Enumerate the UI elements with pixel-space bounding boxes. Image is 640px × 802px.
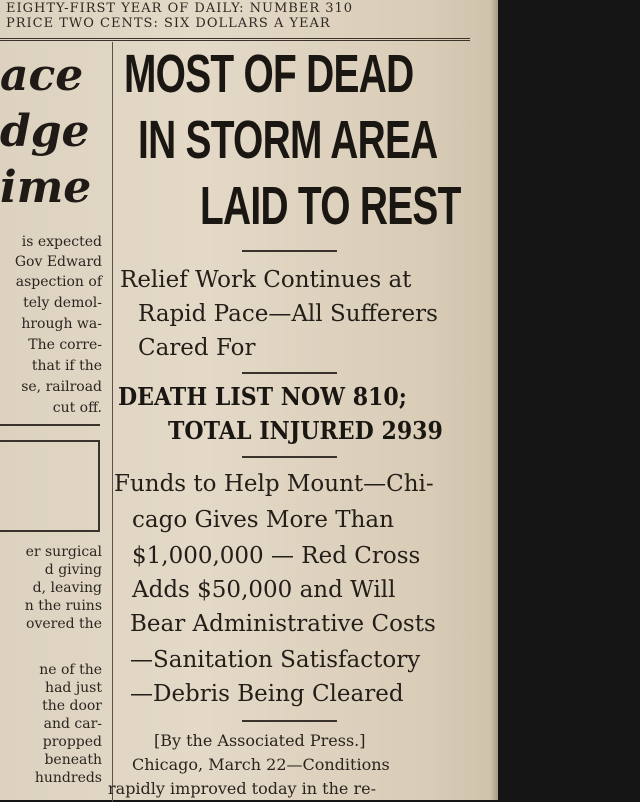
masthead-line-2: PRICE TWO CENTS: SIX DOLLARS A YEAR: [6, 16, 331, 31]
article-body-line: rapidly improved today in the re-: [108, 779, 376, 798]
dark-background: [498, 0, 640, 800]
article-body-line: Chicago, March 22—Conditions: [132, 755, 390, 774]
left-text-line: the door: [42, 698, 102, 714]
deck-line: Adds $50,000 and Will: [132, 577, 396, 603]
deck-line: Rapid Pace—All Sufferers: [138, 301, 438, 327]
deck-line: $1,000,000 — Red Cross: [132, 543, 421, 569]
left-text-line: overed the: [26, 616, 102, 632]
left-divider: [0, 424, 100, 426]
left-headline-line: ace: [0, 50, 84, 101]
byline-rule: [242, 720, 337, 722]
left-text-line: hundreds: [34, 770, 102, 786]
left-text-line: tely demol-: [23, 295, 102, 311]
masthead: [0, 0, 470, 41]
headline-line: IN STORM AREA: [138, 110, 438, 170]
deck-line: Cared For: [138, 335, 256, 361]
deck-line: Bear Administrative Costs: [130, 611, 436, 637]
masthead-line-1: EIGHTY-FIRST YEAR OF DAILY: NUMBER 310: [6, 1, 354, 16]
left-text-line: er surgical: [25, 544, 102, 560]
deck-rule: [242, 456, 337, 458]
left-text-line: had just: [45, 680, 102, 696]
deck-line: —Debris Being Cleared: [130, 681, 404, 707]
left-text-line: that if the: [31, 358, 102, 374]
left-headline-line: ime: [0, 162, 92, 213]
death-toll-line: DEATH LIST NOW 810;: [118, 382, 407, 411]
left-text-line: beneath: [44, 752, 102, 768]
left-text-line: d, leaving: [32, 580, 102, 596]
left-text-line: Gov Edward: [14, 254, 102, 270]
wire-credit: [By the Associated Press.]: [154, 731, 366, 750]
injured-line: TOTAL INJURED 2939: [168, 416, 443, 445]
left-text-line: n the ruins: [24, 598, 102, 614]
left-text-line: ne of the: [39, 662, 102, 678]
deck-line: —Sanitation Satisfactory: [130, 647, 421, 673]
headline-line: MOST OF DEAD: [124, 44, 414, 104]
headline-rule: [242, 250, 337, 252]
left-text-line: se, railroad: [21, 379, 102, 395]
left-text-line: aspection of: [15, 274, 102, 290]
deck-rule: [242, 372, 337, 374]
left-ad-box: [0, 440, 100, 532]
left-text-line: and car-: [43, 716, 102, 732]
left-text-line: is expected: [21, 234, 102, 250]
deck-line: Funds to Help Mount—Chi-: [114, 471, 434, 497]
deck-line: Relief Work Continues at: [120, 267, 412, 293]
headline-line: LAID TO REST: [200, 176, 461, 236]
left-text-line: The corre-: [28, 337, 102, 353]
left-text-line: cut off.: [52, 400, 102, 416]
left-text-line: hrough wa-: [21, 316, 102, 332]
left-headline-line: dge: [0, 106, 90, 157]
left-text-line: d giving: [44, 562, 102, 578]
column-rule: [112, 42, 113, 802]
left-text-line: propped: [42, 734, 102, 750]
deck-line: cago Gives More Than: [132, 507, 394, 533]
